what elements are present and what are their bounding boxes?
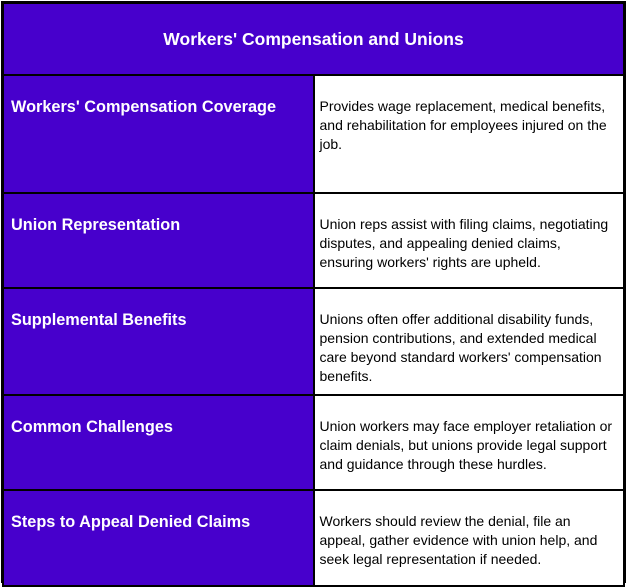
row-description-coverage: Provides wage replacement, medical benefits, and rehabilitation for employees injured on the job. [314, 75, 625, 193]
row-description-supplemental: Unions often offer additional disability funds, pension contributions, and extended medical care beyond standard workers' compensation benefits. [314, 288, 625, 395]
table-row [3, 75, 624, 193]
row-description-appeal: Workers should review the denial, file an appeal, gather evidence with union help, and seek legal representation if needed. [314, 490, 625, 586]
row-label-appeal: Steps to Appeal Denied Claims [3, 490, 314, 586]
row-description-challenges: Union workers may face employer retaliation or claim denials, but unions provide legal support and guidance through these hurdles. [314, 395, 625, 490]
table-row [3, 490, 624, 586]
table-row [3, 395, 624, 490]
info-table [2, 2, 625, 587]
row-label-coverage: Workers' Compensation Coverage [3, 75, 314, 193]
row-label-representation: Union Representation [3, 193, 314, 288]
table-row [3, 193, 624, 288]
row-label-supplemental: Supplemental Benefits [3, 288, 314, 395]
table-title: Workers' Compensation and Unions [3, 3, 624, 75]
row-description-representation: Union reps assist with filing claims, negotiating disputes, and appealing denied claims, ensuring workers' rights are upheld. [314, 193, 625, 288]
info-table-frame [1, 1, 626, 583]
row-label-challenges: Common Challenges [3, 395, 314, 490]
table-row [3, 288, 624, 395]
table-header-row [3, 3, 624, 75]
